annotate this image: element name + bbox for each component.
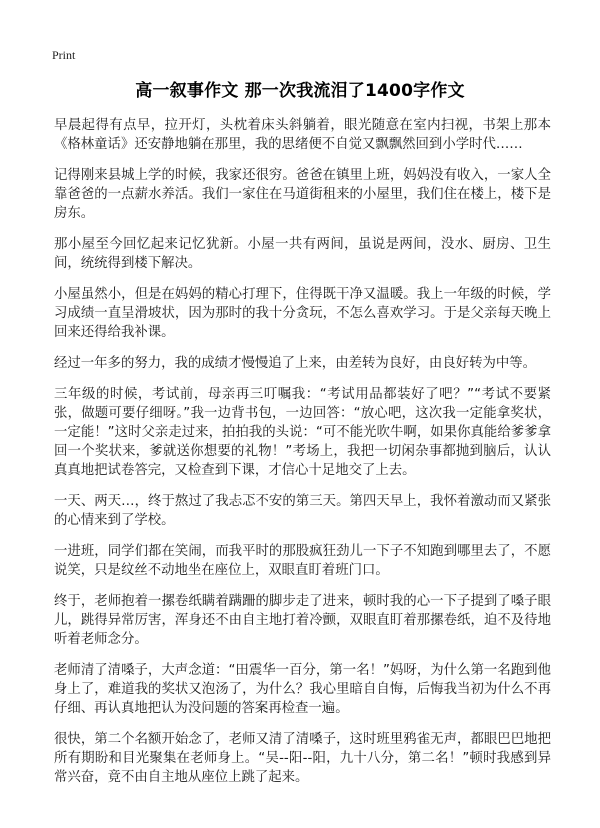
paragraph: 记得刚来县城上学的时候，我家还很穷。爸爸在镇里上班，妈妈没有收入，一家人全靠爸爸的一点薪水养活。我们一家住在马道街租来的小屋里，我们住在楼上，楼下是房东。 xyxy=(54,168,551,221)
paragraph: 很快，第二个名额开始念了，老师又清了清嗓子，这时班里鸦雀无声，都眼巴巴地把所有期盼和目光聚集在老师身上。“吴--阳--阳，九十八分，第二名！”顿时我感到异常兴奋，竟不由自主地从座位上跳了起来。 xyxy=(54,732,551,785)
print-link[interactable]: Print xyxy=(52,48,76,62)
paragraph: 小屋虽然小，但是在妈妈的精心打理下，住得既干净又温暖。我上一年级的时候，学习成绩一直呈滑坡状，因为那时的我十分贪玩，不怎么喜欢学习。于是父亲每天晚上回来还得给我补课。 xyxy=(54,287,551,340)
paragraph: 终于，老师抱着一摞卷纸瞒着蹒跚的脚步走了进来，顿时我的心一下子提到了嗓子眼儿，跳得异常厉害，浑身还不由自主地打着冷颤，双眼直盯着那摞卷纸，迫不及待地听着老师念分。 xyxy=(54,594,551,647)
paragraph: 经过一年多的努力，我的成绩才慢慢追了上来，由差转为良好，由良好转为中等。 xyxy=(54,356,537,371)
page-title: 高一叙事作文 那一次我流泪了1400字作文 xyxy=(135,81,465,101)
paragraph: 三年级的时候，考试前，母亲再三叮嘱我：“考试用品都装好了吧？”“考试不要紧张，做题可要仔细呀。”我一边背书包，一边回答：“放心吧，这次我一定能拿奖状，一定能！”这时父亲走过来，拍拍我的头说：“可不能光吹牛啊，如果你真能给爹爹拿回一个奖状来，爹就送你想要的礼物！”考场上，我把一切闲杂事都抛到脑后，认认真真地把试卷答完，又检查到下课，才信心十足地交了上去。 xyxy=(54,387,551,478)
paragraph: 一进班，同学们都在笑闹，而我平时的那股疯狂劲儿一下子不知跑到哪里去了，不愿说笑，只是纹丝不动地坐在座位上，双眼直盯着班门口。 xyxy=(54,544,551,578)
article-body xyxy=(54,116,551,799)
paragraph: 一天、两天…，终于熬过了我忐忑不安的第三天。第四天早上，我怀着激动而又紧张的心情来到了学校。 xyxy=(54,494,551,528)
paragraph: 老师清了清嗓子，大声念道：“田震华一百分，第一名！”妈呀，为什么第一名跑到他身上了，难道我的奖状又泡汤了，为什么？我心里暗自自悔，后悔我当初为什么不再仔细、再认真地把认为没问题的答案再检查一遍。 xyxy=(54,663,551,716)
paragraph: 那小屋至今回忆起来记忆犹新。小屋一共有两间，虽说是两间，没水、厨房、卫生间，统统得到楼下解决。 xyxy=(54,237,551,271)
paragraph: 早晨起得有点早，拉开灯，头枕着床头斜躺着，眼光随意在室内扫视，书架上那本《格林童话》还安静地躺在那里，我的思绪便不自觉又飘飘然回到小学时代…… xyxy=(54,118,551,152)
